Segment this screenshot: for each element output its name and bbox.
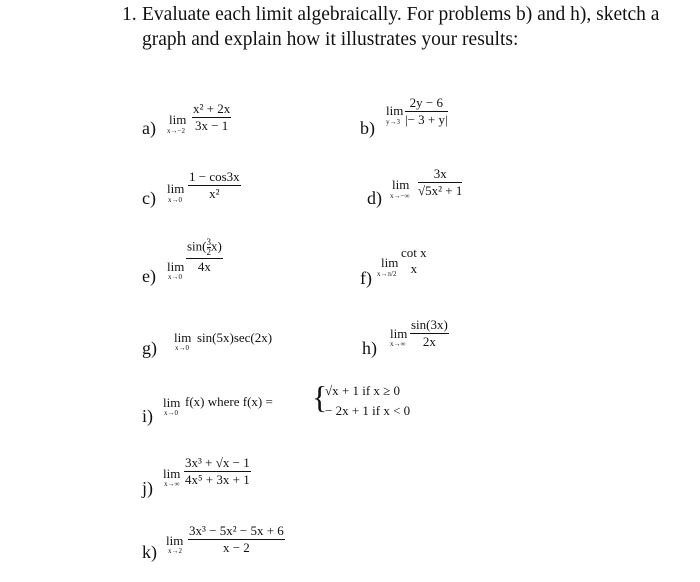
item-j-lim: lim: [163, 466, 181, 481]
item-a-fraction: [192, 102, 231, 133]
item-g-lim: lim: [174, 330, 192, 345]
item-k-fraction: [188, 524, 285, 555]
item-e-sub: x→0: [168, 273, 182, 281]
item-k-denominator: x − 2: [188, 539, 285, 555]
problem-text: Evaluate each limit algebraically. For problems b) and h), sketch a graph and explain how it illustrates your results:: [142, 4, 660, 50]
problem-number: 1.: [122, 4, 137, 25]
item-j-numerator: 3x³ + √x − 1: [185, 455, 250, 470]
item-c-label: c): [142, 188, 156, 208]
item-g-label: g): [142, 338, 157, 358]
item-b-lim: lim: [386, 103, 404, 118]
item-c-lim: lim: [167, 181, 185, 196]
item-j-label: j): [142, 478, 153, 498]
problem-statement: [122, 2, 682, 52]
item-b-sub: y→3: [386, 118, 400, 126]
item-h-label: h): [362, 338, 377, 358]
item-c-sub: x→0: [168, 196, 182, 204]
item-h-sub: x→∞: [390, 340, 406, 348]
item-a-denominator: 3x − 1: [192, 117, 231, 133]
item-d-label: d): [367, 188, 382, 208]
item-k-lim: lim: [166, 533, 184, 548]
item-d-denominator: √5x² + 1: [418, 183, 463, 198]
item-i-expression: f(x) where f(x) =: [185, 394, 273, 409]
item-i-case-1: √x + 1 if x ≥ 0: [325, 383, 401, 398]
item-b-denominator: |− 3 + y|: [405, 112, 448, 127]
item-d-fraction: [418, 167, 462, 198]
item-h-lim: lim: [390, 326, 408, 341]
piecewise-brace: {: [312, 379, 328, 415]
item-a-numerator: x² + 2x: [193, 101, 231, 116]
item-e-num-suffix: x): [211, 238, 222, 254]
item-g-sub: x→0: [175, 344, 189, 352]
item-f-label: f): [360, 268, 372, 288]
item-d-sub: x→−∞: [390, 192, 410, 200]
item-f-denominator: x: [410, 261, 418, 276]
item-j-sub: x→∞: [164, 480, 180, 488]
item-k-sub: x→2: [168, 547, 182, 555]
item-c-numerator: 1 − cos3x: [189, 169, 240, 184]
item-h-numerator: sin(3x): [411, 317, 448, 332]
item-k-numerator: 3x³ − 5x² − 5x + 6: [189, 523, 284, 538]
item-h-fraction: [410, 318, 449, 349]
item-d-numerator: 3x: [433, 166, 447, 181]
item-a-sub: x→−2: [167, 127, 185, 135]
item-i-lim: lim: [163, 395, 181, 410]
item-e-fraction: [186, 238, 223, 274]
item-a-lim: lim: [169, 112, 187, 127]
item-e-lim: lim: [167, 259, 185, 274]
item-f-fraction: [400, 246, 428, 276]
item-i-sub: x→0: [164, 409, 178, 417]
item-j-fraction: [184, 456, 251, 487]
item-e-num-prefix: sin(: [187, 238, 207, 254]
item-f-lim: lim: [381, 255, 399, 270]
item-f-numerator: cot x: [401, 245, 427, 260]
item-e-label: e): [142, 266, 156, 286]
item-b-fraction: [405, 96, 448, 127]
item-a-label: a): [142, 118, 156, 138]
item-e-inner-num: 3: [206, 237, 211, 247]
item-b-numerator: 2y − 6: [409, 95, 443, 110]
item-e-inner-den: 2: [206, 247, 211, 257]
item-i-label: i): [142, 406, 153, 426]
item-k-label: k): [142, 542, 157, 562]
item-j-denominator: 4x⁵ + 3x + 1: [185, 472, 250, 487]
item-h-denominator: 2x: [410, 333, 449, 349]
item-f-sub: x→π/2: [377, 270, 397, 278]
item-e-denominator: 4x: [186, 258, 223, 274]
item-d-lim: lim: [392, 177, 410, 192]
item-i-case-2: − 2x + 1 if x < 0: [325, 403, 411, 418]
item-c-denominator: x²: [188, 185, 241, 201]
item-b-label: b): [360, 118, 375, 138]
item-g-expression: sin(5x)sec(2x): [197, 330, 273, 345]
item-e-numerator: [186, 238, 223, 258]
item-c-fraction: [188, 170, 241, 201]
